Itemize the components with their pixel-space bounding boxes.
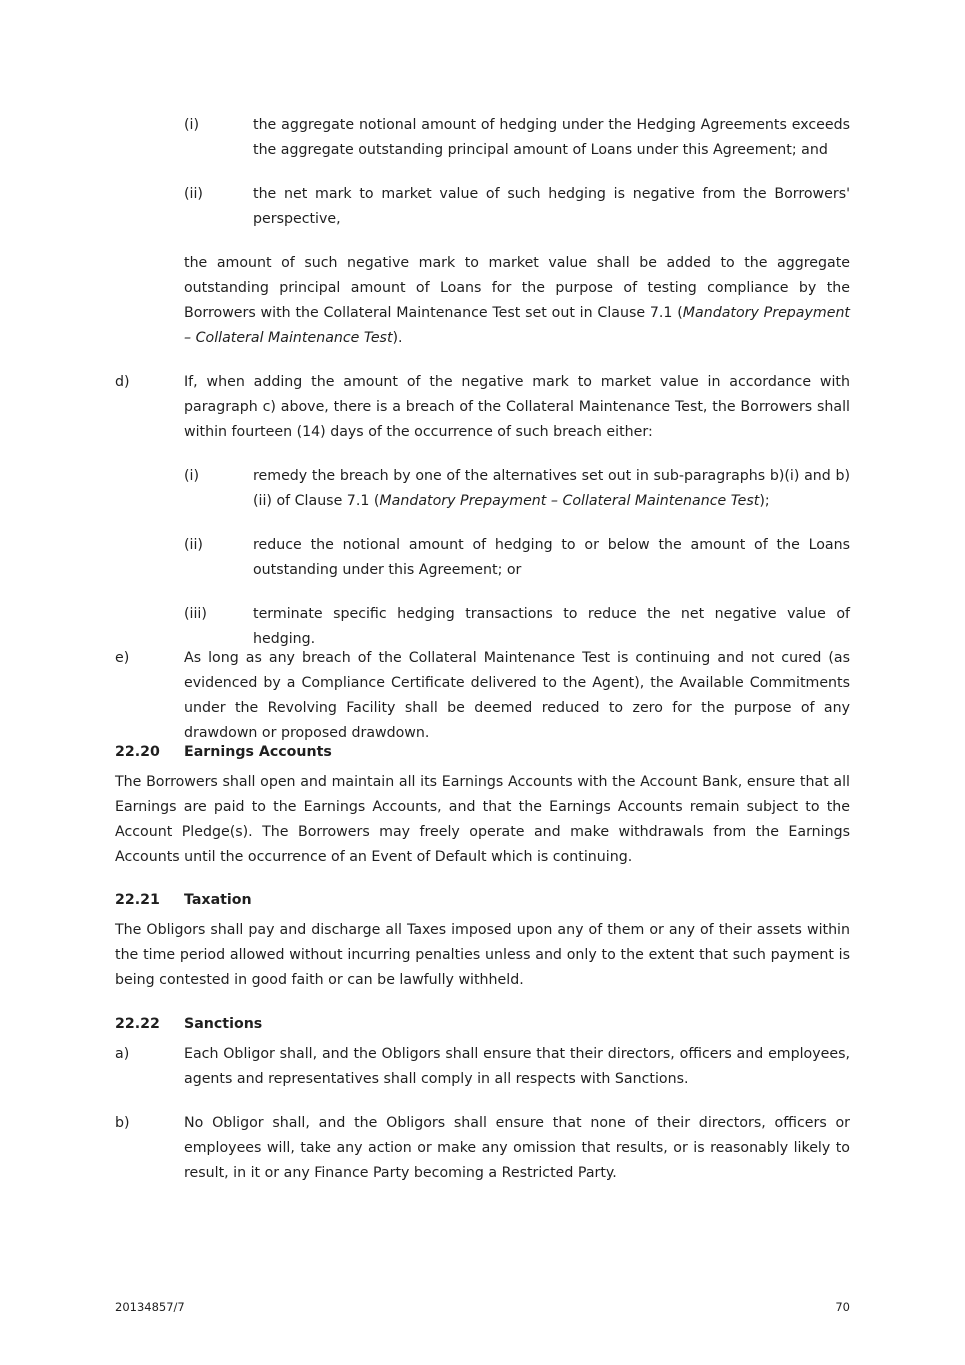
- page-number: 70: [835, 1300, 850, 1314]
- text-run: remedy the breach by one of the alternatives set out in sub-paragraphs b)(i) and b)(ii) of Clause 7.1 (: [253, 468, 850, 509]
- sub-item-text: terminate specific hedging transactions to reduce the net negative value of hedging.: [253, 606, 850, 647]
- section-title: Earnings Accounts: [184, 744, 332, 760]
- sub-item-label: (ii): [184, 186, 203, 202]
- section-number: 22.20: [115, 744, 160, 760]
- text-run: the amount of such negative mark to market value shall be added to the aggregate outstanding principal amount of Loans for the purpose of testing compliance by the Borrowers with the Collateral Maintenance Test set out in Clause 7.1 (: [184, 255, 850, 321]
- sub-item-text: reduce the notional amount of hedging to or below the amount of the Loans outstanding under this Agreement; or: [253, 537, 850, 578]
- sub-item-text: [253, 464, 850, 514]
- section-body: The Obligors shall pay and discharge all Taxes imposed upon any of them or any of their assets within the time period allowed without incurring penalties unless and only to the extent that such payment is being contested in good faith or can be lawfully withheld.: [115, 922, 850, 988]
- section-title: Taxation: [184, 892, 252, 908]
- paragraph-label: a): [115, 1046, 130, 1062]
- section-number: 22.22: [115, 1016, 160, 1032]
- paragraph-label: b): [115, 1115, 130, 1131]
- text-run: );: [759, 493, 770, 509]
- paragraph-label: d): [115, 374, 130, 390]
- paragraph-label: e): [115, 650, 130, 666]
- sub-item-label: (iii): [184, 606, 207, 622]
- paragraph-e-text: As long as any breach of the Collateral Maintenance Test is continuing and not cured (as evidenced by a Compliance Certificate delivered to the Agent), the Available Commitments under the Revolving Facility shall be deemed reduced to zero for the purpose of any drawdown or proposed drawdown.: [184, 650, 850, 741]
- paragraph-c-continuation: [184, 251, 850, 351]
- section-body: The Borrowers shall open and maintain all its Earnings Accounts with the Account Bank, ensure that all Earnings are paid to the Earnings Accounts, and that the Earnings Accounts remain subject to the Account Pledge(s). The Borrowers may freely operate and make withdrawals from the Earnings Accounts until the occurrence of an Event of Default which is continuing.: [115, 774, 850, 865]
- section-number: 22.21: [115, 892, 160, 908]
- document-reference: 20134857/7: [115, 1300, 185, 1314]
- sub-item-text: the net mark to market value of such hedging is negative from the Borrowers' perspective,: [253, 186, 850, 227]
- sub-item-text: the aggregate notional amount of hedging under the Hedging Agreements exceeds the aggregate outstanding principal amount of Loans under this Agreement; and: [253, 117, 850, 158]
- sanctions-item-text: No Obligor shall, and the Obligors shall ensure that none of their directors, officers or employees will, take any action or make any omission that results, or is reasonably likely to result, in it or any Finance Party becoming a Restricted Party.: [184, 1115, 850, 1181]
- section-title: Sanctions: [184, 1016, 263, 1032]
- clause-reference: Mandatory Prepayment – Collateral Maintenance Test: [184, 305, 850, 346]
- text-run: ).: [392, 330, 403, 346]
- paragraph-d-text: If, when adding the amount of the negative mark to market value in accordance with paragraph c) above, there is a breach of the Collateral Maintenance Test, the Borrowers shall within fourteen (14) days of the occurrence of such breach either:: [184, 374, 850, 440]
- sub-item-label: (i): [184, 117, 200, 133]
- sub-item-label: (i): [184, 468, 200, 484]
- sub-item-label: (ii): [184, 537, 203, 553]
- clause-reference: Mandatory Prepayment – Collateral Maintenance Test: [379, 493, 760, 509]
- sanctions-item-text: Each Obligor shall, and the Obligors shall ensure that their directors, officers and employees, agents and representatives shall comply in all respects with Sanctions.: [184, 1046, 850, 1087]
